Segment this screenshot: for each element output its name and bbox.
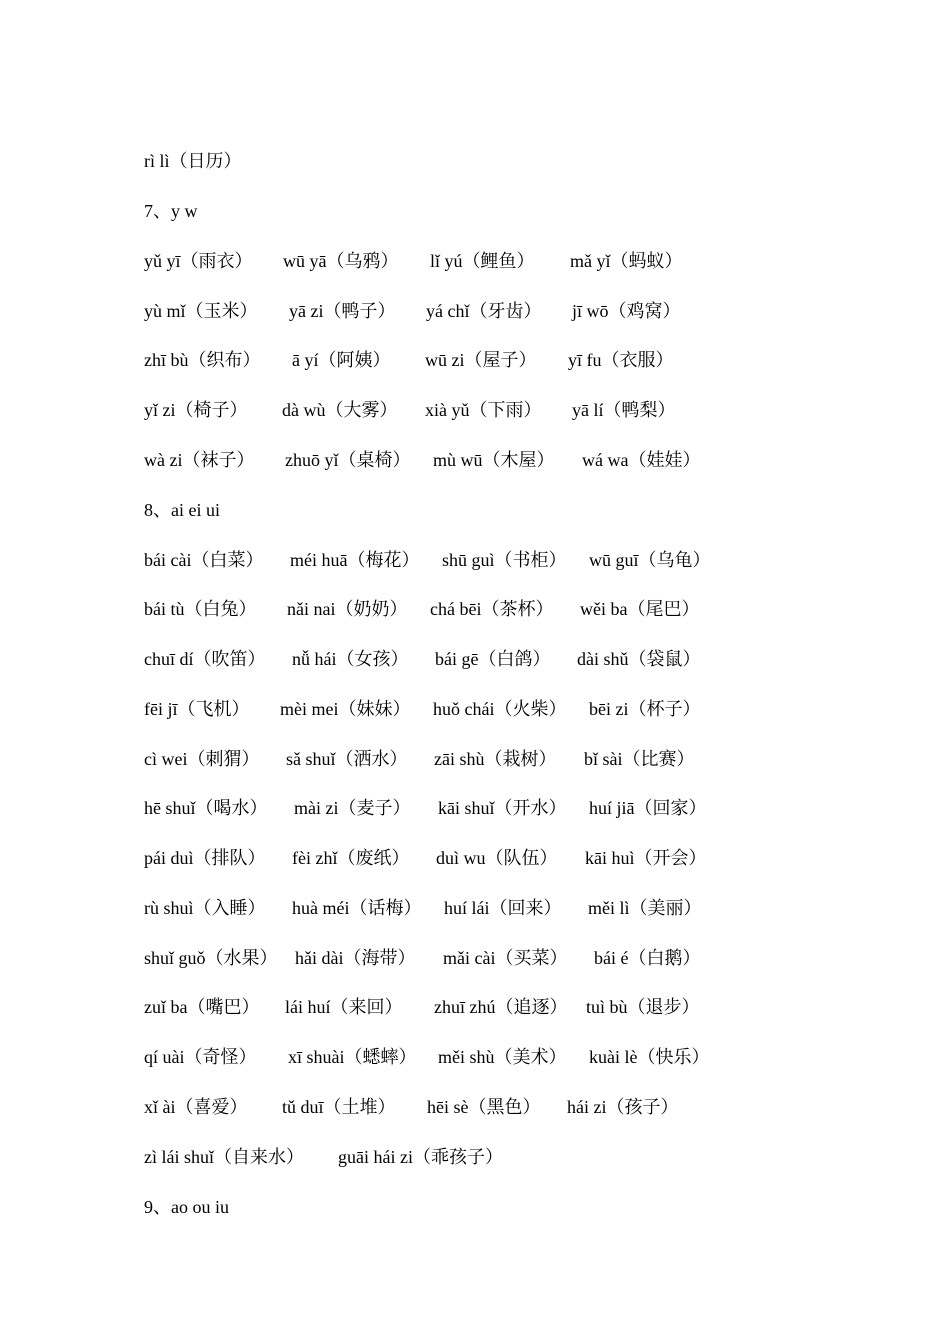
word-entry: xī shuài（蟋蟀） bbox=[288, 1047, 417, 1067]
word-entry: rì lì（日历） bbox=[144, 151, 242, 171]
word-entry: tǔ duī（土堆） bbox=[282, 1097, 396, 1117]
word-entry: jī wō（鸡窝） bbox=[572, 301, 681, 321]
word-entry: měi shù（美术） bbox=[438, 1047, 567, 1067]
word-entry: sǎ shuǐ（洒水） bbox=[286, 749, 408, 769]
word-entry: hēi sè（黑色） bbox=[427, 1097, 541, 1117]
word-row bbox=[144, 348, 674, 372]
word-entry: zhuō yǐ（桌椅） bbox=[285, 450, 411, 470]
word-entry: xǐ ài（喜爱） bbox=[144, 1097, 248, 1117]
word-entry: yǐ zi（椅子） bbox=[144, 400, 248, 420]
word-entry: shuǐ guǒ（水果） bbox=[144, 948, 278, 968]
word-entry: kuài lè（快乐） bbox=[589, 1047, 710, 1067]
word-row bbox=[144, 1095, 679, 1119]
word-entry: kāi huì（开会） bbox=[585, 848, 707, 868]
word-entry: kāi shuǐ（开水） bbox=[438, 798, 567, 818]
word-entry: bái tù（白兔） bbox=[144, 599, 257, 619]
section-heading-text: 9、ao ou iu bbox=[144, 1197, 229, 1217]
word-entry: bēi zi（杯子） bbox=[589, 699, 701, 719]
word-entry: ā yí（阿姨） bbox=[292, 350, 391, 370]
word-row bbox=[144, 697, 701, 721]
word-row bbox=[144, 946, 701, 970]
word-entry: zhuī zhú（追逐） bbox=[434, 997, 568, 1017]
word-entry: dài shǔ（袋鼠） bbox=[577, 649, 701, 669]
word-entry: huà méi（话梅） bbox=[292, 898, 422, 918]
section-heading-7 bbox=[144, 199, 198, 223]
word-row bbox=[144, 896, 702, 920]
word-row bbox=[144, 548, 711, 572]
word-entry: yā zi（鸭子） bbox=[289, 301, 396, 321]
word-row bbox=[144, 647, 701, 671]
word-row bbox=[144, 299, 681, 323]
word-entry: bái cài（白菜） bbox=[144, 550, 264, 570]
word-entry: wá wa（娃娃） bbox=[582, 450, 701, 470]
word-row bbox=[144, 1145, 503, 1169]
word-entry: mài zi（麦子） bbox=[294, 798, 411, 818]
word-entry: huǒ chái（火柴） bbox=[433, 699, 567, 719]
word-entry: mèi mei（妹妹） bbox=[280, 699, 411, 719]
word-entry: bái gē（白鸽） bbox=[435, 649, 551, 669]
word-entry: tuì bù（退步） bbox=[586, 997, 700, 1017]
word-entry: wà zi（袜子） bbox=[144, 450, 255, 470]
section-heading-text: 7、y w bbox=[144, 201, 198, 221]
word-entry: wū guī（乌龟） bbox=[589, 550, 711, 570]
word-entry: yī fu（衣服） bbox=[568, 350, 674, 370]
word-entry: wū zi（屋子） bbox=[425, 350, 537, 370]
word-entry: zāi shù（栽树） bbox=[434, 749, 557, 769]
word-entry: cì wei（刺猬） bbox=[144, 749, 260, 769]
word-entry: chá bēi（茶杯） bbox=[430, 599, 554, 619]
word-entry: huí jiā（回家） bbox=[589, 798, 707, 818]
section-heading-text: 8、ai ei ui bbox=[144, 500, 220, 520]
word-entry: dà wù（大雾） bbox=[282, 400, 398, 420]
word-row bbox=[144, 747, 695, 771]
section-heading-9 bbox=[144, 1195, 229, 1219]
word-entry: bǐ sài（比赛） bbox=[584, 749, 695, 769]
word-row bbox=[144, 398, 676, 422]
word-entry: yá chǐ（牙齿） bbox=[426, 301, 542, 321]
word-entry: mǎi cài（买菜） bbox=[443, 948, 568, 968]
word-entry: yǔ yī（雨衣） bbox=[144, 251, 253, 271]
word-entry: huí lái（回来） bbox=[444, 898, 562, 918]
word-entry: lǐ yú（鲤鱼） bbox=[430, 251, 535, 271]
word-entry: yù mǐ（玉米） bbox=[144, 301, 258, 321]
word-entry: hǎi dài（海带） bbox=[295, 948, 416, 968]
word-entry: chuī dí（吹笛） bbox=[144, 649, 266, 669]
section-heading-8 bbox=[144, 498, 220, 522]
word-entry: wū yā（乌鸦） bbox=[283, 251, 399, 271]
word-entry: guāi hái zi（乖孩子） bbox=[338, 1147, 503, 1167]
word-entry: hái zi（孩子） bbox=[567, 1097, 679, 1117]
word-entry: nǎi nai（奶奶） bbox=[287, 599, 408, 619]
word-entry: méi huā（梅花） bbox=[290, 550, 420, 570]
word-entry: lái huí（来回） bbox=[285, 997, 403, 1017]
word-row bbox=[144, 1045, 710, 1069]
word-line bbox=[144, 149, 242, 173]
word-row bbox=[144, 796, 707, 820]
word-entry: měi lì（美丽） bbox=[588, 898, 702, 918]
word-entry: shū guì（书柜） bbox=[442, 550, 567, 570]
word-row bbox=[144, 995, 700, 1019]
word-entry: fēi jī（飞机） bbox=[144, 699, 250, 719]
word-entry: rù shuì（入睡） bbox=[144, 898, 266, 918]
word-entry: nǚ hái（女孩） bbox=[292, 649, 409, 669]
word-entry: fèi zhǐ（废纸） bbox=[292, 848, 410, 868]
word-entry: duì wu（队伍） bbox=[436, 848, 558, 868]
word-entry: wěi ba（尾巴） bbox=[580, 599, 700, 619]
word-entry: xià yǔ（下雨） bbox=[425, 400, 542, 420]
word-entry: zhī bù（织布） bbox=[144, 350, 261, 370]
word-entry: pái duì（排队） bbox=[144, 848, 266, 868]
word-entry: hē shuǐ（喝水） bbox=[144, 798, 268, 818]
word-entry: zì lái shuǐ（自来水） bbox=[144, 1147, 304, 1167]
word-row bbox=[144, 448, 701, 472]
word-entry: yā lí（鸭梨） bbox=[572, 400, 676, 420]
word-row bbox=[144, 846, 707, 870]
word-entry: qí uài（奇怪） bbox=[144, 1047, 257, 1067]
word-entry: mù wū（木屋） bbox=[433, 450, 555, 470]
word-row bbox=[144, 249, 683, 273]
word-entry: mǎ yǐ（蚂蚁） bbox=[570, 251, 683, 271]
word-row bbox=[144, 597, 700, 621]
word-entry: zuǐ ba（嘴巴） bbox=[144, 997, 260, 1017]
word-entry: bái é（白鹅） bbox=[594, 948, 701, 968]
